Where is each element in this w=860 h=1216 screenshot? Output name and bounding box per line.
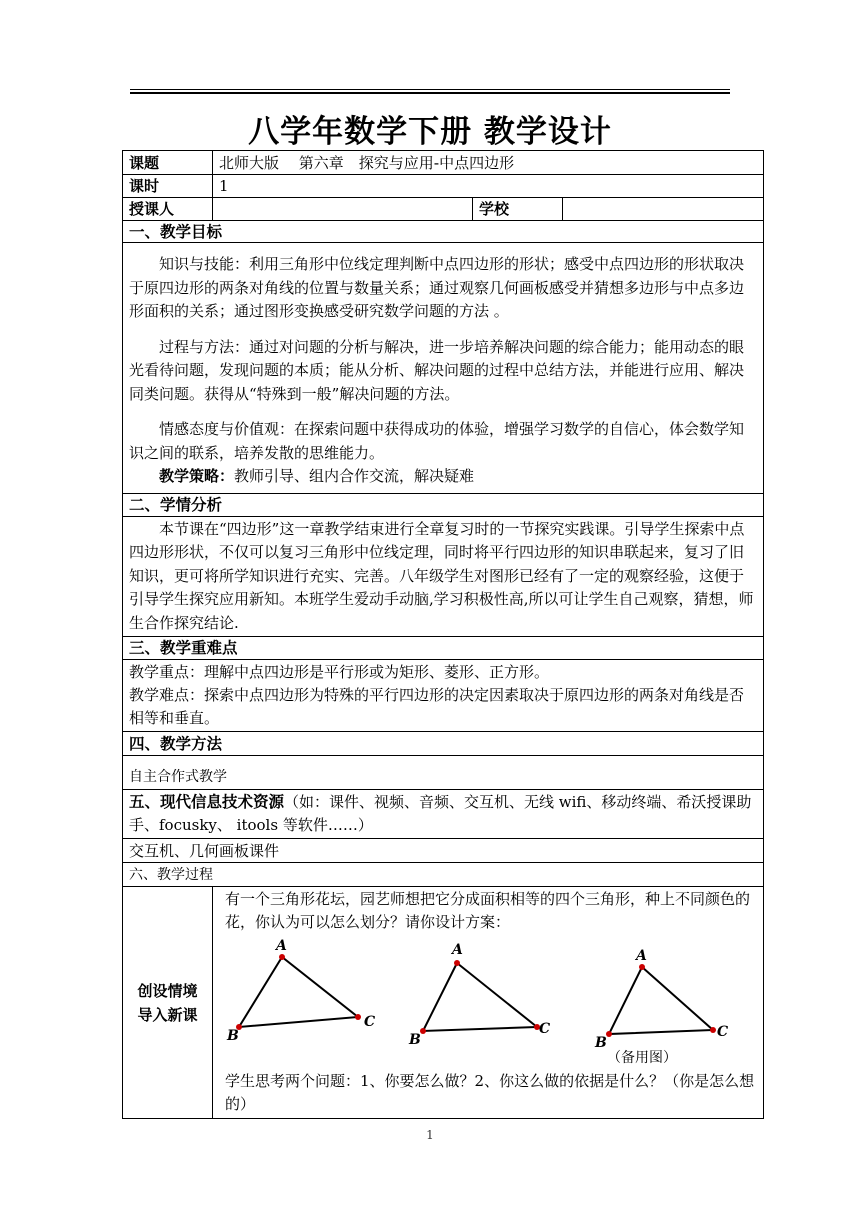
row-s1-title	[123, 221, 764, 243]
thinking-questions: 学生思考两个问题：1、你要怎么做？2、你这么做的依据是什么？（你是怎么想的）	[225, 1072, 755, 1113]
section-1-body	[123, 243, 764, 494]
triangle-3-label-c: C	[717, 1024, 729, 1040]
triangle-1-point-a	[279, 954, 285, 960]
row-topic	[123, 151, 764, 175]
key-point: 教学重点：理解中点四边形是平行形或为矩形、菱形、正方形。	[129, 663, 550, 681]
tech-resources: 交互机、几何画板课件	[123, 839, 764, 863]
triangle-2-label-c: C	[539, 1021, 551, 1037]
triangle-3-shape	[609, 967, 713, 1034]
strategy-value: 教师引导、组内合作交流，解决疑难	[234, 467, 475, 485]
triangle-3-point-c	[710, 1027, 716, 1033]
row-s3-title	[123, 637, 764, 660]
stage-label	[123, 887, 213, 1119]
triangle-1	[226, 938, 375, 1044]
objective-attitude: 情感态度与价值观：在探索问题中获得成功的体验，增强学习数学的自信心，体会数学知识之间的联系，培养发散的思维能力。	[129, 420, 745, 462]
triangle-1-point-c	[355, 1014, 361, 1020]
triangle-1-shape	[239, 957, 358, 1027]
difficult-point: 教学难点：探索中点四边形为特殊的平行四边形的决定因素取决于原四边形的两条对角线是否相等和垂直。	[129, 686, 745, 727]
section-2-title: 二、学情分析	[123, 493, 764, 516]
flowerbed-problem: 有一个三角形花坛，园艺师想把它分成面积相等的四个三角形，种上不同颜色的花，你认为可以怎么划分？请你设计方案：	[225, 890, 751, 931]
triangle-3-label-b: B	[595, 1035, 607, 1051]
triangle-1-label-b: B	[227, 1028, 239, 1044]
triangle-2	[408, 942, 550, 1048]
page-number: 1	[426, 1128, 434, 1142]
section-2-body	[123, 516, 764, 637]
page-title: 八学年数学下册 教学设计	[248, 114, 612, 150]
section-3-body	[123, 660, 764, 732]
section-5-title-cell	[123, 790, 764, 839]
triangle-2-label-a: A	[452, 942, 463, 958]
student-analysis: 本节课在“四边形”这一章教学结束进行全章复习时的一节探究实践课。引导学生探索中点四边形形状，不仅可以复习三角形中位线定理，同时将平行四边形的知识串联起来，复习了旧知识，更可将所学知识进行充实、完善。八年级学生对图形已经有了一定的观察经验，这便于引导学生探究应用新知。本班学生爱动手动脑,学习积极性高,所以可让学生自己观察，猜想，师生合作探究结论.	[129, 519, 754, 632]
section-5-title: 五、现代信息技术资源	[129, 793, 285, 811]
stage-label-line-1: 创设情境	[137, 981, 198, 1000]
header-double-rule	[130, 89, 730, 94]
row-s4-body	[123, 756, 764, 790]
section-1-title: 一、教学目标	[123, 221, 764, 243]
triangle-2-label-b: B	[409, 1032, 421, 1048]
school-value	[563, 198, 764, 221]
triangle-3-label-a: A	[636, 948, 647, 964]
row-s2-body	[123, 516, 764, 637]
topic-value-text: 北师大版 第六章 探究与应用-中点四边形	[219, 153, 515, 172]
objective-process: 过程与方法：通过对问题的分析与解决，进一步培养解决问题的综合能力；能用动态的眼光看待问题，发现问题的本质；能从分析、解决问题的过程中总结方法，并能进行应用、解决同类问题。获得从“特殊到一般”解决问题的方法。	[129, 337, 745, 403]
teacher-label: 授课人	[123, 198, 213, 221]
row-s5-body	[123, 839, 764, 863]
row-s4-title	[123, 732, 764, 756]
triangle-2-shape	[423, 963, 537, 1031]
teaching-strategy	[129, 465, 757, 489]
row-s2-title	[123, 493, 764, 516]
triangle-1-label-c: C	[364, 1014, 376, 1030]
triangle-1-label-a: A	[276, 938, 287, 954]
triangle-3-point-a	[639, 964, 645, 970]
triangle-figures	[225, 934, 755, 1066]
stage-content	[213, 887, 764, 1119]
section-5-heading	[129, 791, 757, 837]
section-5-note: （如：课件、视频、音频、交互机、无线 wifi、移动终端、希沃授课助手、focusky、 itools 等软件……）	[129, 793, 752, 834]
teaching-method: 自主合作式教学	[123, 756, 764, 790]
hours-value: 1	[213, 175, 764, 198]
row-process-stage-1	[123, 887, 764, 1119]
triangle-3-point-b	[606, 1031, 612, 1037]
topic-value	[213, 151, 764, 175]
triangle-figures-svg	[225, 934, 755, 1062]
spare-figure-label: （备用图）	[607, 1050, 677, 1066]
triangle-3	[594, 948, 728, 1051]
section-4-title: 四、教学方法	[123, 732, 764, 756]
row-hours	[123, 175, 764, 198]
section-3-title: 三、教学重难点	[123, 637, 764, 660]
lesson-plan-table	[122, 150, 764, 1119]
row-teacher	[123, 198, 764, 221]
row-s6-title	[123, 863, 764, 887]
school-label: 学校	[473, 198, 563, 221]
strategy-label: 教学策略：	[159, 467, 235, 485]
triangle-2-point-a	[454, 960, 460, 966]
teacher-value	[213, 198, 473, 221]
row-s1-body	[123, 243, 764, 494]
row-s3-body	[123, 660, 764, 732]
hours-label: 课时	[123, 175, 213, 198]
section-6-title: 六、教学过程	[123, 863, 764, 887]
triangle-2-point-b	[420, 1028, 426, 1034]
topic-label: 课题	[123, 151, 213, 175]
row-s5-title	[123, 790, 764, 839]
stage-label-line-2: 导入新课	[137, 1005, 198, 1024]
objective-knowledge: 知识与技能：利用三角形中位线定理判断中点四边形的形状；感受中点四边形的形状取决于原四边形的两条对角线的位置与数量关系；通过观察几何画板感受并猜想多边形与中点多边形面积的关系；通过图形变换感受研究数学问题的方法 。	[129, 255, 745, 320]
